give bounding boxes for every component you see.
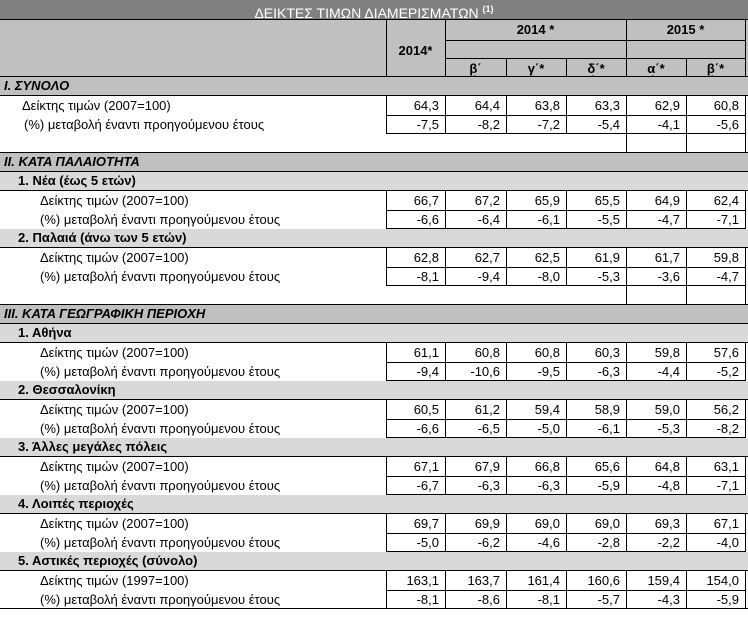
subsection-header: 4. Λοιπές περιοχές [0, 495, 748, 514]
col-divider [745, 116, 746, 134]
col-divider [745, 191, 746, 211]
col-divider [386, 400, 387, 420]
row-border [386, 285, 745, 286]
index-value: 61,7 [654, 250, 680, 265]
col-divider [745, 571, 746, 591]
index-value: 160,6 [587, 573, 620, 588]
change-value: -8,2 [477, 117, 500, 132]
col-divider [506, 211, 507, 229]
col-divider [506, 363, 507, 381]
index-value: 62,7 [474, 250, 500, 265]
index-value: 59,8 [654, 345, 680, 360]
header-col-divider [506, 58, 507, 77]
col-divider [686, 191, 687, 211]
change-value: -5,0 [416, 535, 439, 550]
col-divider [626, 96, 627, 116]
index-value: 61,2 [474, 402, 500, 417]
col-divider [686, 211, 687, 229]
col-divider [386, 420, 387, 438]
col-divider [566, 268, 567, 286]
col-divider [506, 457, 507, 477]
index-value: 60,8 [534, 345, 560, 360]
col-divider [745, 514, 746, 534]
quarter-mark: ΄* [534, 61, 545, 76]
col-divider [745, 211, 746, 229]
header-col-divider [626, 19, 627, 77]
col-divider [506, 343, 507, 363]
col-divider [386, 571, 387, 591]
header-group-2015: 2015 * [626, 20, 745, 40]
change-value: -4,1 [657, 117, 680, 132]
change-value: -6,3 [597, 364, 620, 379]
subsection-header: 5. Αστικές περιοχές (σύνολο) [0, 552, 748, 571]
change-value: -6,1 [597, 421, 620, 436]
index-value: 62,5 [534, 250, 560, 265]
col-divider [445, 420, 446, 438]
col-divider [626, 400, 627, 420]
table-title-text: ΔΕΙΚΤΕΣ ΤΙΜΩΝ ΔΙΑΜΕΡΙΣΜΑΤΩΝ [254, 5, 479, 19]
header-quarter [626, 59, 686, 77]
header-col-divider [566, 58, 567, 77]
row-border [386, 133, 745, 134]
col-divider [686, 514, 687, 534]
index-value: 69,9 [474, 516, 500, 531]
col-divider [506, 591, 507, 609]
col-divider [626, 363, 627, 381]
header-quarter [566, 59, 626, 77]
row-label-change: (%) μεταβολή έναντι προηγούμενου έτους [40, 592, 281, 607]
col-divider [445, 191, 446, 211]
change-value: -5,3 [657, 421, 680, 436]
row-label-index: Δείκτης τιμών (2007=100) [40, 250, 189, 265]
index-value: 63,8 [534, 98, 560, 113]
quarter-mark: ΄* [714, 61, 725, 76]
col-divider [686, 96, 687, 116]
col-divider [506, 116, 507, 134]
col-divider [566, 211, 567, 229]
col-divider [386, 477, 387, 495]
col-divider [566, 534, 567, 552]
col-divider [626, 343, 627, 363]
header-col-divider [445, 19, 446, 77]
col-divider [626, 134, 627, 153]
quarter-letter: δ [587, 61, 596, 76]
col-divider [566, 420, 567, 438]
index-value: 60,8 [474, 345, 500, 360]
col-divider [506, 477, 507, 495]
subsection-header: 1. Αθήνα [0, 324, 748, 343]
col-divider [626, 211, 627, 229]
col-divider [386, 268, 387, 286]
header-col-divider [386, 19, 387, 77]
col-divider [745, 134, 746, 153]
index-value: 59,0 [654, 402, 680, 417]
col-divider [686, 134, 687, 153]
row-label-change: (%) μεταβολή έναντι προηγούμενου έτους [40, 364, 281, 379]
index-value: 69,0 [534, 516, 560, 531]
col-divider [745, 420, 746, 438]
change-value: -6,4 [477, 212, 500, 227]
change-value: -9,4 [477, 269, 500, 284]
index-value: 64,4 [474, 98, 500, 113]
col-divider [626, 191, 627, 211]
change-value: -7,1 [716, 478, 739, 493]
index-value: 67,1 [713, 516, 739, 531]
header-quarter [445, 59, 506, 77]
change-value: -5,9 [716, 592, 739, 607]
quarter-mark: ΄* [655, 61, 665, 76]
index-value: 66,7 [413, 193, 439, 208]
index-value: 161,4 [527, 573, 560, 588]
index-value: 67,1 [413, 459, 439, 474]
col-divider [745, 343, 746, 363]
change-value: -3,6 [657, 269, 680, 284]
col-divider [686, 457, 687, 477]
col-divider [566, 457, 567, 477]
col-divider [445, 457, 446, 477]
row-label-change: (%) μεταβολή έναντι προηγούμενου έτους [24, 117, 265, 132]
index-value: 65,9 [534, 193, 560, 208]
header-quarter [506, 59, 566, 77]
col-divider [745, 248, 746, 268]
col-divider [506, 571, 507, 591]
col-divider [445, 477, 446, 495]
row-label-index: Δείκτης τιμών (2007=100) [40, 345, 189, 360]
col-divider [445, 343, 446, 363]
col-divider [386, 363, 387, 381]
index-value: 61,9 [594, 250, 620, 265]
col-divider [566, 591, 567, 609]
header-col-divider [686, 58, 687, 77]
col-divider [686, 286, 687, 305]
index-value: 66,8 [534, 459, 560, 474]
col-divider [626, 286, 627, 305]
col-divider [566, 363, 567, 381]
quarter-mark: ΄* [595, 61, 605, 76]
change-value: -7,5 [416, 117, 439, 132]
change-value: -8,1 [416, 269, 439, 284]
index-value: 62,8 [413, 250, 439, 265]
row-label-change: (%) μεταβολή έναντι προηγούμενου έτους [40, 269, 281, 284]
index-value: 163,7 [467, 573, 500, 588]
subsection-header: 1. Νέα (έως 5 ετών) [0, 172, 748, 191]
section-header: I. ΣΥΝΟΛΟ [0, 77, 748, 96]
row-label-index: Δείκτης τιμών (2007=100) [40, 459, 189, 474]
col-divider [566, 343, 567, 363]
col-divider [386, 457, 387, 477]
index-value: 62,4 [713, 193, 739, 208]
col-divider [626, 457, 627, 477]
change-value: -8,0 [537, 269, 560, 284]
col-divider [445, 591, 446, 609]
index-value: 64,3 [413, 98, 439, 113]
change-value: -4,3 [657, 592, 680, 607]
change-value: -2,2 [657, 535, 680, 550]
change-value: -6,7 [416, 478, 439, 493]
change-value: -2,8 [597, 535, 620, 550]
col-divider [506, 514, 507, 534]
col-divider [445, 116, 446, 134]
col-divider [745, 400, 746, 420]
header-col-divider [745, 19, 746, 77]
index-value: 61,1 [413, 345, 439, 360]
index-value: 62,9 [654, 98, 680, 113]
change-value: -6,6 [416, 212, 439, 227]
col-divider [506, 400, 507, 420]
change-value: -9,4 [416, 364, 439, 379]
col-divider [386, 191, 387, 211]
row-label-index: Δείκτης τιμών (2007=100) [40, 516, 189, 531]
change-value: -7,2 [537, 117, 560, 132]
col-divider [686, 268, 687, 286]
index-value: 67,9 [474, 459, 500, 474]
change-value: -4,7 [716, 269, 739, 284]
quarter-letter: β [469, 61, 478, 76]
header-annual-2014: 2014* [386, 19, 445, 77]
col-divider [386, 96, 387, 116]
change-value: -6,5 [477, 421, 500, 436]
header-quarter-divider [445, 58, 745, 59]
col-divider [626, 514, 627, 534]
index-value: 60,5 [413, 402, 439, 417]
change-value: -4,0 [716, 535, 739, 550]
change-value: -6,1 [537, 212, 560, 227]
col-divider [745, 457, 746, 477]
row-label-index: Δείκτης τιμών (2007=100) [22, 98, 171, 113]
index-value: 57,6 [713, 345, 739, 360]
col-divider [745, 286, 746, 305]
row-label-index: Δείκτης τιμών (1997=100) [40, 573, 189, 588]
change-value: -6,2 [477, 535, 500, 550]
change-value: -5,0 [537, 421, 560, 436]
index-value: 163,1 [406, 573, 439, 588]
col-divider [626, 477, 627, 495]
col-divider [626, 591, 627, 609]
quarter-mark: ΄ [477, 61, 482, 76]
index-value: 56,2 [713, 402, 739, 417]
col-divider [686, 534, 687, 552]
col-divider [445, 363, 446, 381]
col-divider [506, 248, 507, 268]
index-value: 69,0 [594, 516, 620, 531]
change-value: -4,6 [537, 535, 560, 550]
index-value: 59,4 [534, 402, 560, 417]
col-divider [626, 248, 627, 268]
section-header: III. ΚΑΤΑ ΓΕΩΓΡΑΦΙΚΗ ΠΕΡΙΟΧΗ [0, 305, 748, 324]
col-divider [745, 363, 746, 381]
col-divider [506, 420, 507, 438]
col-divider [566, 400, 567, 420]
col-divider [745, 96, 746, 116]
row-label-index: Δείκτης τιμών (2007=100) [40, 402, 189, 417]
row-label-index: Δείκτης τιμών (2007=100) [40, 193, 189, 208]
row-label-change: (%) μεταβολή έναντι προηγούμενου έτους [40, 535, 281, 550]
quarter-letter: β [706, 61, 715, 76]
subsection-header: 3. Άλλες μεγάλες πόλεις [0, 438, 748, 457]
col-divider [445, 534, 446, 552]
change-value: -5,6 [716, 117, 739, 132]
col-divider [686, 363, 687, 381]
change-value: -6,3 [477, 478, 500, 493]
col-divider [506, 191, 507, 211]
header-top-border [0, 19, 748, 20]
col-divider [445, 211, 446, 229]
index-value: 60,8 [713, 98, 739, 113]
index-value: 65,5 [594, 193, 620, 208]
header-group-2014: 2014 * [445, 20, 626, 40]
row-label-change: (%) μεταβολή έναντι προηγούμενου έτους [40, 421, 281, 436]
index-value: 65,6 [594, 459, 620, 474]
col-divider [745, 534, 746, 552]
col-divider [686, 477, 687, 495]
subsection-header: 2. Παλαιά (άνω των 5 ετών) [0, 229, 748, 248]
col-divider [686, 571, 687, 591]
title-footnote: (1) [482, 4, 494, 14]
col-divider [445, 248, 446, 268]
index-value: 64,9 [654, 193, 680, 208]
col-divider [506, 534, 507, 552]
index-value: 59,8 [713, 250, 739, 265]
col-divider [445, 571, 446, 591]
col-divider [386, 248, 387, 268]
index-value: 69,7 [413, 516, 439, 531]
change-value: -7,1 [716, 212, 739, 227]
quarter-letter: α [647, 61, 656, 76]
col-divider [686, 248, 687, 268]
change-value: -5,9 [597, 478, 620, 493]
row-label-change: (%) μεταβολή έναντι προηγούμενου έτους [40, 478, 281, 493]
index-value: 154,0 [706, 573, 739, 588]
col-divider [445, 96, 446, 116]
index-value: 63,1 [713, 459, 739, 474]
change-value: -6,6 [416, 421, 439, 436]
change-value: -4,7 [657, 212, 680, 227]
col-divider [566, 477, 567, 495]
index-value: 58,9 [594, 402, 620, 417]
change-value: -6,3 [537, 478, 560, 493]
col-divider [626, 420, 627, 438]
index-value: 63,3 [594, 98, 620, 113]
col-divider [386, 343, 387, 363]
col-divider [506, 96, 507, 116]
col-divider [445, 268, 446, 286]
change-value: -8,2 [716, 421, 739, 436]
change-value: -5,3 [597, 269, 620, 284]
col-divider [506, 268, 507, 286]
col-divider [445, 514, 446, 534]
subsection-header: 2. Θεσσαλονίκη [0, 381, 748, 400]
col-divider [626, 571, 627, 591]
index-value: 60,3 [594, 345, 620, 360]
col-divider [386, 591, 387, 609]
col-divider [566, 116, 567, 134]
col-divider [386, 211, 387, 229]
change-value: -10,6 [470, 364, 500, 379]
table-bottom-border [0, 608, 748, 609]
col-divider [745, 477, 746, 495]
col-divider [566, 248, 567, 268]
col-divider [445, 400, 446, 420]
col-divider [745, 268, 746, 286]
index-value: 67,2 [474, 193, 500, 208]
col-divider [566, 191, 567, 211]
change-value: -4,8 [657, 478, 680, 493]
index-value: 159,4 [647, 573, 680, 588]
col-divider [626, 116, 627, 134]
change-value: -5,4 [597, 117, 620, 132]
change-value: -4,4 [657, 364, 680, 379]
quarter-letter: γ [527, 61, 535, 76]
col-divider [626, 534, 627, 552]
col-divider [686, 591, 687, 609]
index-value: 64,8 [654, 459, 680, 474]
col-divider [686, 343, 687, 363]
change-value: -8,1 [416, 592, 439, 607]
col-divider [386, 514, 387, 534]
col-divider [566, 96, 567, 116]
change-value: -8,6 [477, 592, 500, 607]
col-divider [386, 116, 387, 134]
col-divider [686, 116, 687, 134]
col-divider [566, 571, 567, 591]
header-group-divider [445, 40, 745, 41]
row-label-change: (%) μεταβολή έναντι προηγούμενου έτους [40, 212, 281, 227]
change-value: -8,1 [537, 592, 560, 607]
change-value: -5,2 [716, 364, 739, 379]
col-divider [686, 420, 687, 438]
change-value: -5,5 [597, 212, 620, 227]
header-quarter [686, 59, 745, 77]
change-value: -5,7 [597, 592, 620, 607]
col-divider [386, 534, 387, 552]
col-divider [566, 514, 567, 534]
index-value: 69,3 [654, 516, 680, 531]
col-divider [686, 400, 687, 420]
table-title [0, 0, 748, 19]
col-divider [745, 591, 746, 609]
change-value: -9,5 [537, 364, 560, 379]
section-header: II. ΚΑΤΑ ΠΑΛΑΙΟΤΗΤΑ [0, 153, 748, 172]
col-divider [626, 268, 627, 286]
